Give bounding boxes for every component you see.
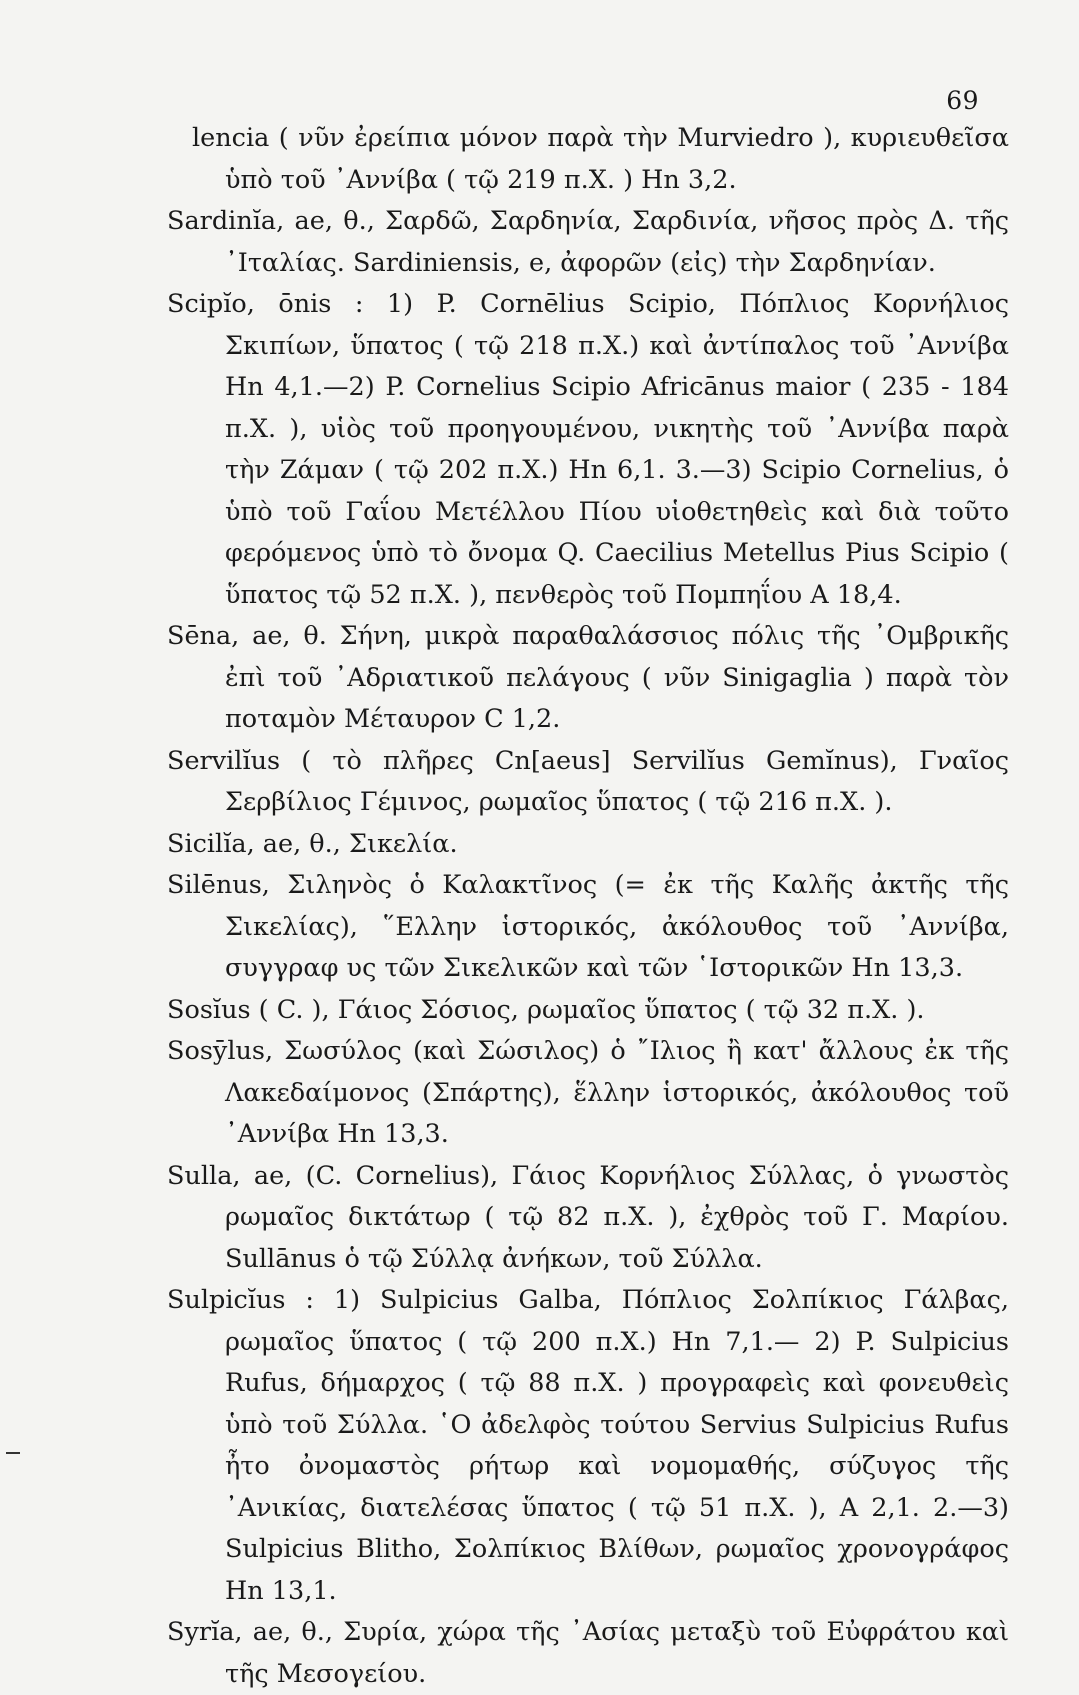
entry-syria: Syrĭa, ae, θ., Συρία, χώρα τῆς ᾿Ασίας μεταξὺ τοῦ Εὐφράτου καὶ τῆς Μεσογείου. xyxy=(167,1617,1009,1689)
entry-sulpicius: Sulpicĭus : 1) Sulpicius Galba, Πόπλιος Σολπίκιος Γάλβας, ρωμαῖος ὕπατος ( τῷ 200 π.Χ.) Hn 7,1.— 2) P. Sulpicius Rufus, δήμαρχος ( τῷ 88 π.Χ. ) προγραφεὶς καὶ φονευθεὶς ὑπὸ τοῦ Σύλλα. ῾Ο ἀδελφὸς τούτου Servius Sulpicius Rufus ἦτο ὀνομαστὸς ρήτωρ καὶ νομομαθής, σύζυγος τῆς ᾿Ανικίας, διατελέσας ὕπατος ( τῷ 51 π.Χ. ), A 2,1. 2.—3) Sulpicius Blitho, Σολπίκιος Βλίθων, ρωμαῖος χρονογράφος Hn 13,1. xyxy=(167,1285,1009,1606)
margin-mark xyxy=(6,1452,20,1454)
entry-lencia-continued: lencia ( νῦν ἐρείπια μόνον παρὰ τὴν Murviedro ), κυριευθεῖσα ὑπὸ τοῦ ᾿Αννίβα ( τῷ 219 π.Χ. ) Hn 3,2. xyxy=(192,123,1009,195)
entry-list xyxy=(167,118,1009,1695)
entry-sosius: Sosĭus ( C. ), Γάιος Σόσιος, ρωμαῖος ὕπατος ( τῷ 32 π.Χ. ). xyxy=(167,994,925,1025)
entry-sardinia: Sardinĭa, ae, θ., Σαρδῶ, Σαρδηνία, Σαρδινία, νῆσος πρὸς Δ. τῆς ᾿Ιταλίας. Sardiniensis, e, ἀφορῶν (εἰς) τὴν Σαρδηνίαν. xyxy=(167,206,1009,278)
entry-sosylus: Sosȳlus, Σωσύλος (καὶ Σώσιλος) ὁ ῎Ιλιος ἢ κατ' ἄλλους ἐκ τῆς Λακεδαίμονος (Σπάρτης), ἕλλην ἱστορικός, ἀκόλουθος τοῦ ᾿Αννίβα Hn 13,3. xyxy=(167,1036,1009,1149)
entry-silenus: Silēnus, Σιληνὸς ὁ Καλακτῖνος (= ἐκ τῆς Καλῆς ἀκτῆς τῆς Σικελίας), ῞Ελλην ἱστορικός, ἀκόλουθος τοῦ ᾿Αννίβα, συγγραφ υς τῶν Σικελικῶν καὶ τῶν ῾Ιστορικῶν Hn 13,3. xyxy=(167,870,1009,983)
entry-scipio: Scipĭo, ōnis : 1) P. Cornēlius Scipio, Πόπλιος Κορνήλιος Σκιπίων, ὕπατος ( τῷ 218 π.Χ.) καὶ ἀντίπαλος τοῦ ᾿Αννίβα Hn 4,1.—2) P. Cornelius Scipio Africānus maior ( 235 - 184 π.Χ. ), υἱὸς τοῦ προηγουμένου, νικητὴς τοῦ ᾿Αννίβα παρὰ τὴν Ζάμαν ( τῷ 202 π.Χ.) Hn 6,1. 3.—3) Scipio Cornelius, ὁ ὑπὸ τοῦ Γαΐου Μετέλλου Πίου υἱοθετηθεὶς καὶ διὰ τοῦτο φερόμενος ὑπὸ τὸ ὄνομα Q. Caecilius Metellus Pius Scipio ( ὕπατος τῷ 52 π.Χ. ), πενθερὸς τοῦ Πομπηΐου A 18,4. xyxy=(167,289,1009,610)
page-number: 69 xyxy=(946,86,979,115)
entry-servilius: Servilĭus ( τὸ πλῆρες Cn[aeus] Servilĭus Gemĭnus), Γναῖος Σερβίλιος Γέμινος, ρωμαῖος ὕπατος ( τῷ 216 π.Χ. ). xyxy=(167,745,1009,817)
entry-sulla: Sulla, ae, (C. Cornelius), Γάιος Κορνήλιος Σύλλας, ὁ γνωστὸς ρωμαῖος δικτάτωρ ( τῷ 82 π.Χ. ), ἐχθρὸς τοῦ Γ. Μαρίου. Sullānus ὁ τῷ Σύλλᾳ ἀνήκων, τοῦ Σύλλα. xyxy=(167,1160,1009,1274)
entry-sena: Sēna, ae, θ. Σήνη, μικρὰ παραθαλάσσιος πόλις τῆς ᾿Ομβρικῆς ἐπὶ τοῦ ᾿Αδριατικοῦ πελάγους ( νῦν Sinigaglia ) παρὰ τὸν ποταμὸν Μέταυρον C 1,2. xyxy=(167,621,1009,734)
entry-sicilia: Sicilĭa, ae, θ., Σικελία. xyxy=(167,828,458,859)
